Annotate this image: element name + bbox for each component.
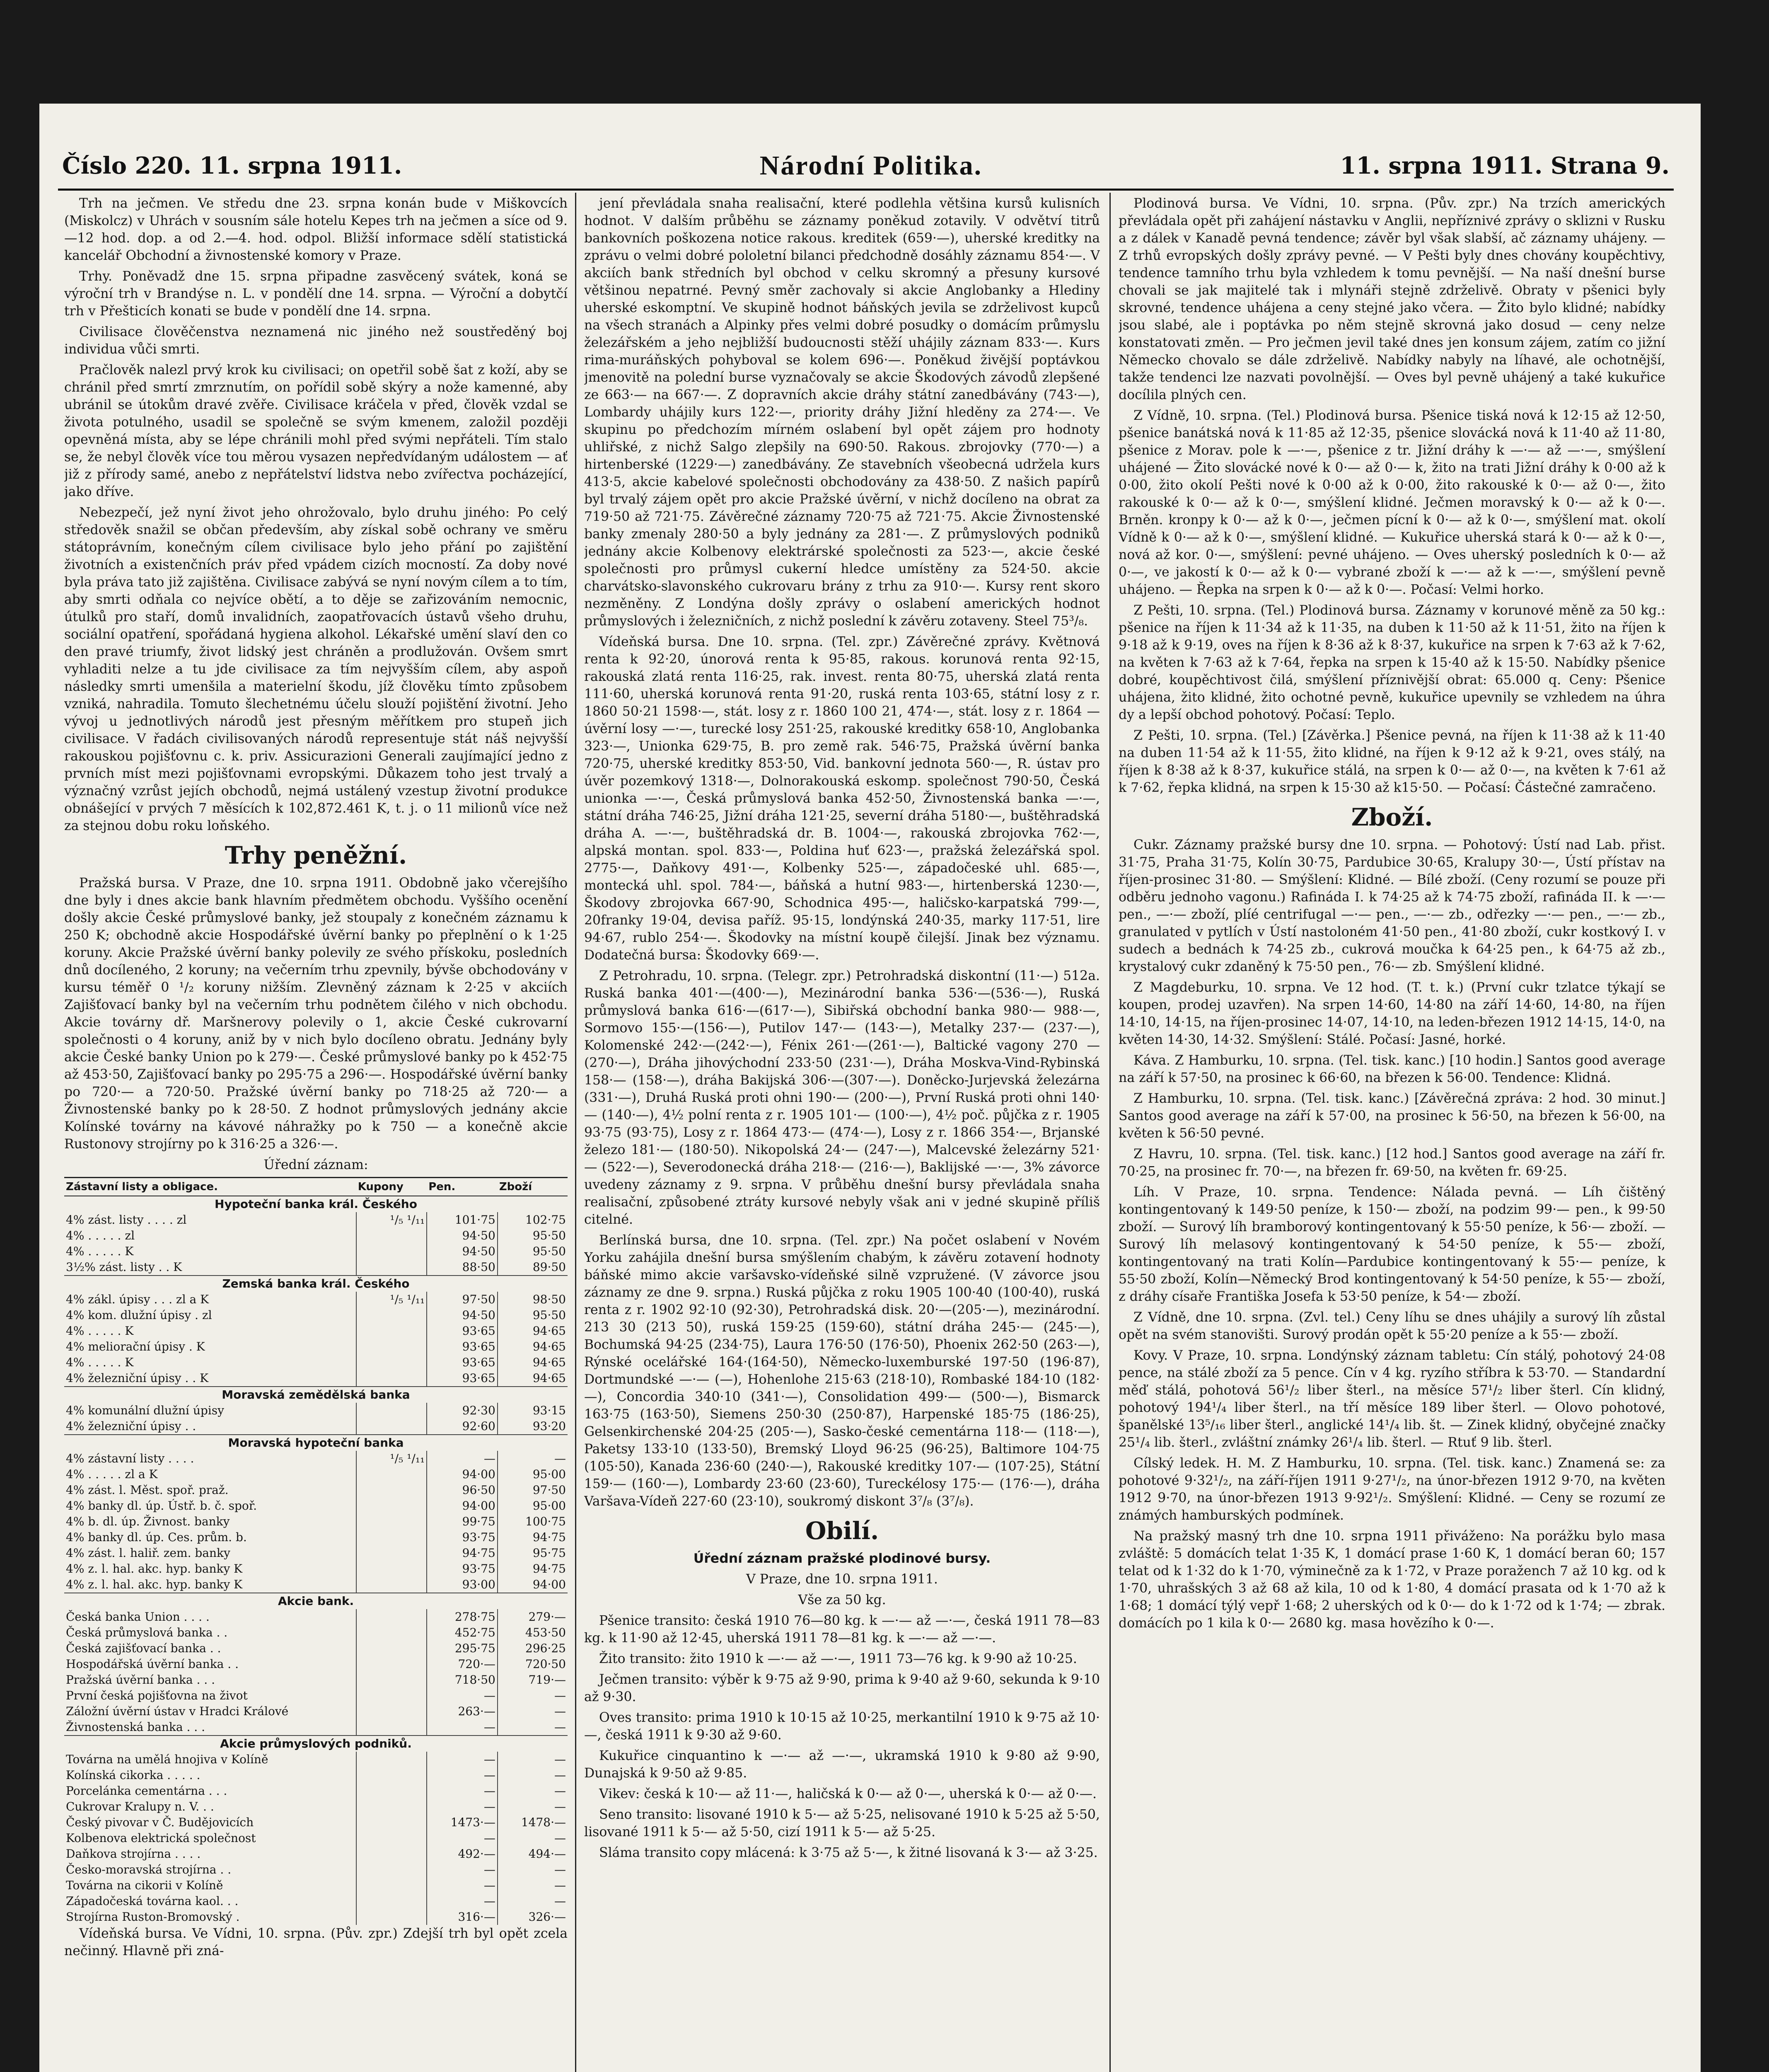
coupon-cell (356, 1862, 427, 1878)
coupon-cell (356, 1577, 427, 1593)
bid-price: 94·50 (427, 1244, 498, 1259)
table-row (64, 1259, 568, 1276)
ask-price: 95·50 (498, 1228, 568, 1244)
price-paragraph: Seno transito: lisované 1910 k 5·— až 5·25, nelisované 1910 k 5·25 až 5·50, lisované 1911 k 5·— až 5·50, cizí 1911 k 5·— až 5·25. (584, 1807, 1100, 1840)
bid-price: — (427, 1767, 498, 1783)
article-paragraph: Káva. Z Hamburku, 10. srpna. (Tel. tisk. kanc.) [10 hodin.] Santos good average na září k 57·50, na prosinec k 66·60, na březen k 56·00. Tendence: Klidná. (1119, 1053, 1665, 1085)
security-name: Cukrovar Kralupy n. V. . . (66, 1800, 214, 1813)
table-row (64, 1339, 568, 1355)
unit-note: Vše za 50 kg. (798, 1593, 886, 1607)
table-row (64, 1418, 568, 1435)
security-name: Záložní úvěrní ústav v Hradci Králové (66, 1704, 289, 1718)
article-paragraph: Berlínská bursa, dne 10. srpna. (Tel. zpr.) Na počet oslabení v Novém Yorku zahájila dnešní bursa smýšlením chabým, k závěru zotavení hodnoty báňské mimo akcie varšavsko-vídeňské silně vzpružené. (V závorce jsou záznamy ze dne 9. srpna.) Ruská půjčka z roku 1905 100·40 (100·40), ruská renta z r. 1902 92·10 (92·30), Petrohradská disk. 20·—(205·—), mezinárodní. 213 30 (213 50), ruská 159·25 (159·60), státní dráha 245·— (245·—), Bochumská 94·25 (234·75), Laura 176·50 (176·50), Phoenix 262·50 (263·—), Rýnské ocelářské 164·(164·50), Německo-luxemburské 197·50 (196·87), Dortmundské —·— (—), Hohenlohe 215·63 (218·10), Rombaské 184·10 (182·—), Concordia 340·10 (341·—), Consolidation 499·— (500·—), Bismarck 163·75 (163·50), Siemens 250·30 (250·87), Harpenské 185·75 (186·25), Gelsenkirchenské 204·25 (205·—), Sasko-české cementárna 118·— (118·—), Paketsy 133·10 (133·50), Bremský Lloyd 96·25 (96·25), Baltimore 104·75 (105·50), Kanada 236·60 (240·—), Rakouské kreditky 107·— (107·25), Státní 159·— (160·—), Lombardy 23·60 (23·60), Tureckélosy 175·— (176·—), dráha Varšava-Vídeň 227·60 (23·10), soukromý diskont 3⁷/₈ (3⁷/₈). (584, 1233, 1100, 1509)
bid-price: 97·50 (427, 1292, 498, 1307)
table-row (64, 1656, 568, 1672)
ask-price: 279·— (498, 1609, 568, 1625)
table-row (64, 1783, 568, 1799)
table-header-cell: Pen. (427, 1178, 498, 1196)
table-row (64, 1545, 568, 1561)
table-row (64, 1530, 568, 1545)
table-row (64, 1736, 568, 1752)
article-paragraph: Z Magdeburku, 10. srpna. Ve 12 hod. (T. t. k.) (První cukr tzlatce týkají se koupen, prodej uzavřen). Na srpen 14·60, 14·80 na září 14·60, 14·80, na říjen 14·10, 14·15, na říjen-prosinec 14·07, 14·10, na leden-březen 1912 14·15, 14·0, na květen 14·30, 14·32. Smýšlení: Stálé. Počasí: Jasné, horké. (1119, 980, 1665, 1047)
table-row (64, 1292, 568, 1307)
table-row (64, 1799, 568, 1815)
security-name: Továrna na cikorii v Kolíně (66, 1878, 223, 1892)
security-name: 4% kom. dlužní úpisy . zl (66, 1308, 212, 1322)
bid-price: — (427, 1451, 498, 1467)
table-row (64, 1625, 568, 1641)
security-name: 4% zást. listy . . . . zl (66, 1213, 187, 1227)
security-name: Kolbenova elektrická společnost (66, 1831, 256, 1845)
coupon-cell (356, 1783, 427, 1799)
column-3 (1119, 195, 1665, 2072)
price-paragraph: Oves transito: prima 1910 k 10·15 až 10·25, merkantilní 1910 k 9·75 až 10·—, česká 1911 k 9·30 až 9·60. (584, 1710, 1100, 1743)
table-row (64, 1467, 568, 1482)
article-paragraph: Cílský ledek. H. M. Z Hamburku, 10. srpna. (Tel. tisk. kanc.) Znamená se: za pohotové 9·32¹/₂, na září-říjen 1911 9·27¹/₂, na únor-březen 1912 9·70, na květen 1912 9·70, na únor-březen 1913 9·92¹/₂. Smýšlení: Klidné. — Ceny se rozumí ze známých hamburských podmínek. (1119, 1456, 1665, 1523)
bid-price: 93·75 (427, 1530, 498, 1545)
coupon-cell (356, 1403, 427, 1418)
article-paragraph: Trhy. Poněvadž dne 15. srpna připadne zasvěcený svátek, koná se výroční trh v Brandýse n. L. v pondělí dne 14. srpna. — Výroční a dobytčí trh v Přešticích konati se bude v pondělí dne 14. srpna. (64, 269, 568, 319)
table-row (64, 1244, 568, 1259)
ask-price: 89·50 (498, 1259, 568, 1276)
article-paragraph: Cukr. Záznamy pražské bursy dne 10. srpna. — Pohotový: Ústí nad Lab. přist. 31·75, Praha 31·75, Kolín 30·75, Pardubice 30·65, Kralupy 30·—, Ústí přístav na říjen-prosinec 31·80. — Smýšlení: Klidné. — Bílé zboží. (Ceny rozumí se pouze při odběru jednoho vagonu.) Rafináda I. k 74·25 až k 74·75 zboží, rafináda II. k —·— pen., —·— zboží, plíé centrifugal —·— pen., —·— zb., odřezky —·— pen., —·— zb., granulated v pytlích v Ústí nastoloném 41·50 pen., 41·80 zboží, cukr kostkový I. v sudech a bednách k 74·25 zb., cukrová moučka k 64·25 pen., k 64·75 až zb., krystalový cukr zdaněný k 75·50 pen., 76·— zb. Smýšlení klidné. (1119, 838, 1665, 974)
price-paragraph: Kukuřice cinquantino k —·— až —·—, ukramská 1910 k 9·80 až 9·90, Dunajská k 9·50 až 9·85. (584, 1748, 1100, 1781)
coupon-cell: ¹/₅ ¹/₁₁ (356, 1292, 427, 1307)
article-paragraph: Z Hamburku, 10. srpna. (Tel. tisk. kanc.) [Závěrečná zpráva: 2 hod. 30 minut.] Santos good average na září k 57·00, na prosinec k 56·50, na březen k 56·00, na květen k 56·50 pevné. (1119, 1091, 1665, 1141)
article-paragraph: jení převládala snaha realisační, které podlehla většina kursů kulisních hodnot. V dalším průběhu se záznamy poněkud zotavily. V odvětví titrů bankovních poškozena notice rakous. kreditek (659·—), uherské kreditky na zprávu o velmi dobré pololetní bilanci předchodně dosáhly záznamu 854·—. V akciích bank středních byl obchod v celku skromný a přesuny kursové většinou nepatrné. Pevný směr zachovaly si akcie Anglobanky a Hlediny uherské eskomptní. Ve skupině hodnot báňských jevila se zdrželivost kupců na všech stranách a Alpinky přes velmi dobré posudky o domácím průmyslu železářském a jeho nejbližší budoucnosti stěží uhájily záznam 833·—. Kurs rima-muráňských pohyboval se kolem 696·—. Poněkud živější poptávkou jmenovitě na polední burse vyznačovaly se akcie Škodových závodů zlepšené ze 663·— na 667·—. Z dopravních akcie dráhy státní zanedbávány (743·—), Lombardy uhájily kurs 122·—, priority dráhy Jižní hleděny za 274·—. Ve skupinu po předchozím mírném oslabení byl opět zájem pro hodnoty uhliřské, z nichž Salgo zlepšily na 690·50. Rakous. zbrojovky (770·—) a hirtenberské (1229·—) zanedbávány. Ze stavebních všeobecná udržela kurs 413·5, akcie kabelové společnosti obchodovány za 438·50. Z našich papírů byl trvalý zájem opět pro akcie Pražské úvěrní, v nichž docíleno na obrat za 719·50 až 721·75. Závěrečné záznamy 720·75 až 721·75. Akcie Živnostenské banky zmenaly 280·50 a byly jednány za 281·—. Z průmyslových podniků jednány akcie Kolbenovy elektrárské společnosti za 523·—, akcie české společnosti pro průmysl cukerní hledce umístěny za 524·50. akcie charvátsko-slavonského cukrovaru brány z trhu za 910·—. Kursy rent skoro nezměněny. Z Londýna došly zprávy o oslabení amerických hodnot průmyslových i železničních, z nichž poslední k závěru zotaveny. Steel 75³/₈. (584, 196, 1100, 629)
table-section-label: Moravská hypoteční banka (64, 1435, 568, 1451)
ask-price: — (498, 1783, 568, 1799)
table-row (64, 1498, 568, 1514)
security-name: 4% zást. l. Měst. spoř. praž. (66, 1483, 229, 1497)
running-head (62, 143, 1670, 189)
table-row (64, 1909, 568, 1925)
bid-price: 720·— (427, 1656, 498, 1672)
security-name: 4% z. l. hal. akc. hyp. banky K (66, 1562, 243, 1576)
bid-price: 316·— (427, 1909, 498, 1925)
ask-price: 494·— (498, 1846, 568, 1862)
ask-price: 95·50 (498, 1307, 568, 1323)
article-paragraph: Pražská bursa. V Praze, dne 10. srpna 1911. Obdobně jako včerejšího dne byly i dnes akcie bank hlavním předmětem obchodu. Vyššího ocenění došly akcie České průmyslové banky, jež stoupaly z konečném záznamu k 250 K; obchodně akcie Hospodářské úvěrní banky po přeplnění o k 1·25 koruny. Akcie Pražské úvěrní banky polevily ze svého přískoku, posledních dnů docíleného, 2 koruny; na večerním trhu zpevnily, bývše obchodovány v kursu téměř 0 ¹/₂ koruny nižším. Zlevněný záznam k 2·25 v akciích Zajišťovací banky byl na večerním trhu podnětem čilého v nich obchodu. Akcie továrny dř. Maršnerovy polevily o 1, akcie České cukrovarní společnosti o 4 koruny, aniž by v nich bylo docíleno obratu. Jednány byly akcie České banky Union po k 279·—. České průmyslové banky po k 452·75 až 453·50, Zajišťovací banky po 295·75 a 296·—. Hospodářské úvěrní banky po 720·— a 720·50. Pražské úvěrní banky po 718·25 až 720·— a Živnostenské banky po k 28·50. Z hodnot průmyslových jednány akcie Kolínské továrny na kávové náhražky po k 750 — a konečně akcie Rustonovy strojírny po k 316·25 a 326·—. (64, 876, 568, 1152)
article-paragraph: Z Pešti, 10. srpna. (Tel.) Plodinová bursa. Záznamy v korunové měně za 50 kg.: pšenice na říjen k 11·34 až k 11·35, na duben k 11·50 až k 11·51, žito na říjen k 9·18 až k 9·19, oves na říjen k 8·36 až k 8·37, kukuřice na srpen k 7·63 až k 7·62, na květen k 7·63 až k 7·64, řepka na srpen k 15·40 až k 15·50. Nabídky pšenice dobré, koupěchtivost čilá, smýšlení příznivější obrat: 65.000 q. Ceny: Pšenice uhájena, žito klidné, žito ochotné pevně, kukuřice upevnily se vzhledem na úhra dy a lepší obchod pohotový. Počasí: Teplo. (1119, 603, 1665, 722)
ask-price: 453·50 (498, 1625, 568, 1641)
security-name: 4% zákl. úpisy . . . zl a K (66, 1293, 209, 1306)
bid-price: 101·75 (427, 1212, 498, 1228)
coupon-cell: ¹/₅ ¹/₁₁ (356, 1451, 427, 1467)
ask-price: — (498, 1752, 568, 1767)
ask-price: — (498, 1767, 568, 1783)
coupon-cell: ¹/₅ ¹/₁₁ (356, 1212, 427, 1228)
table-section-label: Akcie bank. (64, 1593, 568, 1609)
table-row (64, 1403, 568, 1418)
table-row (64, 1609, 568, 1625)
table-header-cell: Zboží (498, 1178, 568, 1196)
security-name: 4% železniční úpisy . . (66, 1419, 196, 1433)
dateline: V Praze, dne 10. srpna 1911. (746, 1572, 938, 1587)
security-name: Český pivovar v Č. Budějovicích (66, 1815, 254, 1829)
security-name: Česká průmyslová banka . . (66, 1626, 228, 1639)
coupon-cell (356, 1688, 427, 1704)
security-name: 4% meliorační úpisy . K (66, 1340, 205, 1353)
article-paragraph: Plodinová bursa. Ve Vídni, 10. srpna. (Pův. zpr.) Na trzích amerických převládala opět při zahájení nástavku v Anglii, nepříznivé zprávy o sklizni v Rusku a z dálek v Kanadě pevná tendence; závěr byl však slabší, ač záznamy uhájeny. — Z trhů evropských došly zprávy pevné. — V Pešti byly dnes chovány koupěchtivy, tendence tamního trhu byla vzhledem k tomu pevnější. — Na naší dnešní burse chovali se jak majitelé tak i mlynáři stejně zdrželivě. Obraty v pšenici byly skrovné, tendence uhájena a ceny stejné jako včera. — Žito bylo klidné; nabídky jsou slabé, ale i poptávka po něm stejně skrovná jako dosud — ceny nelze konstatovati změn. — Pro ječmen jevil také dnes jen konsum zájem, zatím co jižní Německo chovalo se dále zdrželivě. Nabídky nabyly na líhavé, ale ochotnější, takže tendenci lze nazvati povolnější. — Oves byl pevně uhájený a také kukuřice docílila plných cen. (1119, 196, 1665, 402)
table-row (64, 1878, 568, 1893)
bid-price: 93·75 (427, 1561, 498, 1577)
ask-price: 94·65 (498, 1323, 568, 1339)
coupon-cell (356, 1704, 427, 1719)
coupon-cell (356, 1625, 427, 1641)
article-paragraph: Z Havru, 10. srpna. (Tel. tisk. kanc.) [12 hod.] Santos good average na září fr. 70·25, na prosinec fr. 70·—, na březen fr. 69·50, na květen fr. 69·25. (1119, 1147, 1665, 1179)
security-name: 4% banky dl. úp. Ústř. b. č. spoř. (66, 1499, 257, 1513)
coupon-cell (356, 1514, 427, 1530)
table-row (64, 1482, 568, 1498)
security-name: 4% banky dl. úp. Ces. prům. b. (66, 1530, 247, 1544)
ask-price: 95·00 (498, 1467, 568, 1482)
coupon-cell (356, 1799, 427, 1815)
bid-price: 88·50 (427, 1259, 498, 1276)
ask-price: 95·00 (498, 1498, 568, 1514)
ask-price: — (498, 1799, 568, 1815)
coupon-cell (356, 1228, 427, 1244)
bid-price: 94·50 (427, 1307, 498, 1323)
table-row (64, 1196, 568, 1212)
table-row (64, 1355, 568, 1370)
security-name: Továrna na umělá hnojiva v Kolíně (66, 1752, 268, 1766)
table-row (64, 1323, 568, 1339)
coupon-cell (356, 1830, 427, 1846)
ask-price: 98·50 (498, 1292, 568, 1307)
ask-price: — (498, 1719, 568, 1736)
bid-price: 92·30 (427, 1403, 498, 1418)
table-row (64, 1815, 568, 1830)
security-name: Pražská úvěrní banka . . . (66, 1673, 215, 1687)
coupon-cell (356, 1530, 427, 1545)
column-1 (64, 195, 568, 2072)
security-name: 4% . . . . . K (66, 1356, 134, 1369)
ask-price: 720·50 (498, 1656, 568, 1672)
table-section-label: Akcie průmyslových podniků. (64, 1736, 568, 1752)
bid-price: 93·65 (427, 1323, 498, 1339)
ask-price: 1478·— (498, 1815, 568, 1830)
ask-price: 93·20 (498, 1418, 568, 1435)
table-row (64, 1228, 568, 1244)
security-name: Daňkova strojírna . . . . (66, 1847, 201, 1861)
ask-price: 94·75 (498, 1530, 568, 1545)
ask-price: 94·75 (498, 1561, 568, 1577)
bid-price: 94·75 (427, 1545, 498, 1561)
stock-quotes-table (64, 1177, 568, 1925)
coupon-cell (356, 1752, 427, 1767)
table-row (64, 1577, 568, 1593)
coupon-cell (356, 1909, 427, 1925)
section-heading: Trhy peněžní. (225, 841, 407, 869)
bid-price: 263·— (427, 1704, 498, 1719)
table-row (64, 1752, 568, 1767)
price-paragraph: Vikev: česká k 10·— až 11·—, haličská k 0·— až 0·—, uherská k 0·— až 0·—. (599, 1786, 1097, 1801)
security-name: Západočeská továrna kaol. . . (66, 1894, 239, 1908)
coupon-cell (356, 1259, 427, 1276)
table-row (64, 1846, 568, 1862)
ask-price: — (498, 1704, 568, 1719)
section-heading: Zboží. (1351, 803, 1433, 831)
ask-price: — (498, 1893, 568, 1909)
coupon-cell (356, 1815, 427, 1830)
table-row (64, 1688, 568, 1704)
security-name: 4% . . . . . zl (66, 1229, 135, 1242)
coupon-cell (356, 1482, 427, 1498)
ask-price: 94·00 (498, 1577, 568, 1593)
ask-price: 100·75 (498, 1514, 568, 1530)
column-rule (1109, 193, 1111, 2072)
security-name: Porcelánka cementárna . . . (66, 1784, 227, 1798)
coupon-cell (356, 1467, 427, 1482)
article-paragraph: Z Vídně, dne 10. srpna. (Zvl. tel.) Ceny líhu se dnes uhájily a surový líh zůstal opět na svém stanovišti. Surový prodán opět k 55·20 peníze a k 55·— zboží. (1119, 1310, 1665, 1342)
article-paragraph: Trh na ječmen. Ve středu dne 23. srpna konán bude v Miškovcích (Miskolcz) v Uhrách v sousním sále hotelu Kepes trh na ječmen a síce od 9.—12 hod. dop. a od 2.—4. hod. odpol. Bližší informace sdělí statistická kancelář Obchodní a živnostenské komory v Praze. (64, 196, 568, 263)
coupon-cell (356, 1893, 427, 1909)
security-name: Česká zajišťovací banka . . (66, 1641, 221, 1655)
bid-price: 92·60 (427, 1418, 498, 1435)
table-row (64, 1672, 568, 1688)
column-2 (584, 195, 1100, 2072)
coupon-cell (356, 1498, 427, 1514)
bid-price: 93·65 (427, 1370, 498, 1387)
coupon-cell (356, 1719, 427, 1736)
subheading: Úřední záznam: (263, 1157, 368, 1172)
coupon-cell (356, 1878, 427, 1893)
coupon-cell (356, 1609, 427, 1625)
bid-price: 492·— (427, 1846, 498, 1862)
security-name: 4% zástavní listy . . . . (66, 1452, 194, 1465)
table-row (64, 1704, 568, 1719)
security-name: Strojírna Ruston-Bromovský . (66, 1910, 240, 1924)
bid-price: 93·00 (427, 1577, 498, 1593)
security-name: 4% . . . . . zl a K (66, 1467, 158, 1481)
article-paragraph: Pračlověk nalezl prvý krok ku civilisaci; on opetřil sobě šat z koží, aby se chránil před smrtí zmrznutím, on pořídil sobě skýry a nože kamenné, aby ubránil se útokům dravé zvěře. Civilisace kráčela v před, člověk vzdal se života potulného, usadil se společně se svým kmenem, založil později opevněná místa, aby se lépe chránili mohl před svými nepřáteli. Tím stalo se, že nebyl člověk více tou měrou vysazen nepředvídaným událostem — ať již z přírody samé, anebo z nepřátelství lidstva nebo zvířectva pocházející, jako dříve. (64, 363, 568, 499)
table-section-label: Zemská banka král. Českého (64, 1276, 568, 1292)
bid-price: — (427, 1878, 498, 1893)
ask-price: — (498, 1451, 568, 1467)
bid-price: 452·75 (427, 1625, 498, 1641)
coupon-cell (356, 1370, 427, 1387)
header-rule (58, 189, 1674, 191)
bid-price: 96·50 (427, 1482, 498, 1498)
ask-price: — (498, 1862, 568, 1878)
bid-price: 94·50 (427, 1228, 498, 1244)
coupon-cell (356, 1307, 427, 1323)
ask-price: 94·65 (498, 1339, 568, 1355)
article-paragraph: Civilisace člověčenstva neznamená nic jiného než soustředěný boj individua vůči smrti. (64, 324, 568, 357)
coupon-cell (356, 1846, 427, 1862)
article-paragraph: Z Pešti, 10. srpna. (Tel.) [Závěrka.] Pšenice pevná, na říjen k 11·38 až k 11·40 na duben 11·54 až k 11·55, žito klidné, na říjen k 9·12 až k 9·21, oves stálý, na říjen k 8·38 až k 8·37, kukuřice stálá, na srpen k 0·— až 0·—, na květen k 7·61 až k 7·62, řepka klidná, na srpen k 15·30 až k15·50. — Počasí: Částečné zamračeno. (1119, 728, 1665, 795)
security-name: 4% železniční úpisy . . K (66, 1371, 208, 1385)
coupon-cell (356, 1323, 427, 1339)
bid-price: 718·50 (427, 1672, 498, 1688)
article-paragraph: Z Petrohradu, 10. srpna. (Telegr. zpr.) Petrohradská diskontní (11·—) 512a. Ruská banka 401·—(400·—), Mezinárodní banka 536·—(536·—), Ruská průmyslová banka 616·—(617·—), Sibiřská obchodní banka 980·— 988·—, Sormovo 155·—(156·—), Putilov 147·— (143·—), Metalky 237·— (237·—), Kolomenské 242·—(242·—), Fénix 261·—(261·—), Baltické vagony 270 — (270·—), Dráha jihovýchodní 233·50 (231·—), Dráha Moskva-Vind-Rybinská 158·— (158·—), dráha Bakijská 306·—(307·—). Doněcko-Jurjevská železárna (331·—), Druhá Ruská proti ohni 190·— (200·—), První Ruská proti ohni 140·— (140·—), 4½ polní renta z r. 1905 101·— (100·—), 4½ poč. půjčka z r. 1905 93·75 (93·75), Losy z r. 1864 473·— (474·—), Losy z r. 1866 354·—, Brjanské železo 181·— (180·50). Nikopolská 24·— (247·—), Malcevské železárny 521·— (522·—), Severodonecká dráha 218·— (216·—), Baklijské —·—, 3% závorce uvedeny záznamy z 9. srpna. V průběhu dnešní bursy převládala snaha realisační, způsobené ztráty kursové nebyly však ani v jedné skupině příliš citelné. (584, 968, 1100, 1227)
coupon-cell (356, 1561, 427, 1577)
table-header-cell: Zástavní listy a obligace. (64, 1178, 356, 1196)
bid-price: 94·00 (427, 1498, 498, 1514)
subheading: Úřední záznam pražské plodinové bursy. (693, 1551, 991, 1566)
ask-price: 94·65 (498, 1355, 568, 1370)
security-name: 4% b. dl. úp. Živnost. banky (66, 1515, 230, 1528)
table-row (64, 1451, 568, 1467)
article-paragraph: Z Vídně, 10. srpna. (Tel.) Plodinová bursa. Pšenice tiská nová k 12·15 až 12·50, pšenice banátská nová k 11·85 až 12·35, pšenice slovácká nová k 11·40 až 11·80, pšenice z Morav. pole k —·—, pšenice z tr. Jižní dráhy k —·— až —·—, smýšlení uhájené — Žito slovácké nové k 0·— až 0·— k, žito na trati Jižní dráhy k 0·00 až k 0·00, žito okolí Pešti nové k 0·00 až k 0·00, žito rakouské k 0·— až 0·—, žito rakouské k 0·— až k 0·—, smýšlení klidné. Ječmen moravský k 0·— až k 0·—. Brněn. kronpy k 0·— až k 0·—, ječmen pícní k 0·— až k 0·—, smýšlení mat. okolí Vídně k 0·— až k 0·—, smýšlení klidné. — Kukuřice uherská stará k 0·— až k 0·—, nová až kor. 0·—, smýšlení: pevné uhájeno. — Oves uherský posledních k 0·— až 0·—, ve jakostí k 0·— až k 0·— vybrané zboží k —·— až k —·—, smýšlení pevně uhájeno. — Řepka na srpen k 0·— až k 0·—. Počasí: Velmi horko. (1119, 408, 1665, 597)
security-name: První česká pojišťovna na život (66, 1689, 248, 1702)
article-paragraph: Kovy. V Praze, 10. srpna. Londýnský záznam tabletu: Cín stálý, pohotový 24·08 pence, na stálé zboží za 5 pence. Cín v 4 kg. ryzího stříbra k 53·70. — Standardní měď stálá, pohotová 56¹/₂ liber šterl., na měsíce 57¹/₂ liber šterl. Cín klidný, pohotový 194¹/₄ liber šterl., na tří měsíce 189 liber šterl. — Olovo pohotové, španělské 13⁵/₁₆ liber šterl., anglické 14¹/₄ lib. št. — Zinek klidný, obyčejné značky 25¹/₄ lib. šterl., zvláštní známky 26¹/₄ lib. šterl. — Rtuť 9 lib. šterl. (1119, 1348, 1665, 1450)
security-name: Česká banka Union . . . . (66, 1610, 210, 1624)
price-paragraph: Sláma transito copy mlácená: k 3·75 až 5·—, k žitné lisovaná k 3·— až 3·25. (599, 1845, 1098, 1860)
article-paragraph: Na pražský masný trh dne 10. srpna 1911 přiváženo: Na porážku bylo masa zvláště: 5 domácích telat 1·35 K, 1 domácí prase 1·60 K, 1 domácí beran 60; 157 telat od k 1·32 do k 1·70, výminečně za k 1·72, v Praze poražench 7 až 10 kg. od k 1·70, uhrašských 3 až 68 až kila, 10 od k 1·80, 4 domácí prasata od k 1·70 až k 1·68; 1 domácí týlý vepř 1·68; 2 uherských od k 0·— do k 1·72 od k 1·74; — zbrak. domácích po 1 kila k 0·— 2680 kg. masa hovězího k 0·—. (1119, 1529, 1665, 1631)
table-section-label: Moravská zemědělská banka (64, 1387, 568, 1403)
article-paragraph: Nebezpečí, jež nyní život jeho ohrožovalo, bylo druhu jiného: Po celý středověk snažil se občan především, aby získal sobě ochrany ve směru státoprávním, konečným cílem civilisace bylo jeho přání po zajištění životních a existenčních práv před vpádem cizích mocností. Za doby nové byla práva tato již zajištěna. Civilisace zabývá se nyní novým cílem a to tím, aby smrti odňala co nejvíce obětí, a to děje se zařizováním nemocnic, útulků pro staří, domů invalidních, zaopatřovacích ústavů všeho druhu, sociální opatření, spořádaná hygiena alkohol. Lékařské umění slaví den co den pravé triumfy, život lidský jest chráněn a prodlužován. Ovšem smrt vyhladiti nelze a tu jde civilisace za tím nejvyšším cílem, aby aspoň následky smrti umenšila a materielní škodu, jíž člověku tímto způsobem vzniká, nahradila. Tomuto šlechetnému účelu slouží pojištění životní. Jeho vývoj u jednotlivých národů jest přesným měřítkem pro stupeň jich civilisace. V řadách civilisovaných národů representuje stát náš nejvyšší rakouskou pojišťovnu c. k. priv. Assicurazioni Generali zaujímající jedno z prvních míst mezi pojišťovnami evropskými. Důkazem toho jest trvalý a význačný vzrůst jejích obchodů, nejmá ustálený vzestup životní produkce obnášející v prvých 7 měsících k 102,872.461 K, t. j. o 11 milionů více než za stejnou dobu roku loňského. (64, 505, 568, 833)
price-paragraph: Žito transito: žito 1910 k —·— až —·—, 1911 73—76 kg. k 9·90 až 10·25. (599, 1651, 1077, 1666)
bid-price: 99·75 (427, 1514, 498, 1530)
ask-price: 296·25 (498, 1641, 568, 1656)
table-row (64, 1514, 568, 1530)
newspaper-title: Národní Politika. (759, 150, 983, 181)
section-heading: Obilí. (805, 1517, 879, 1545)
ask-price: — (498, 1830, 568, 1846)
table-section-label: Hypoteční banka král. Českého (64, 1196, 568, 1212)
ask-price: 326·— (498, 1909, 568, 1925)
table-row (64, 1435, 568, 1451)
ask-price: 95·75 (498, 1545, 568, 1561)
security-name: Hospodářská úvěrní banka . . (66, 1657, 239, 1671)
price-paragraph: Pšenice transito: česká 1910 76—80 kg. k —·— až —·—, česká 1911 78—83 kg. k 11·90 až 12·45, uherská 1911 78—81 kg. k —·— až —·—. (584, 1613, 1100, 1646)
ask-price: 94·65 (498, 1370, 568, 1387)
bid-price: 93·65 (427, 1339, 498, 1355)
table-row (64, 1212, 568, 1228)
ask-price: — (498, 1878, 568, 1893)
coupon-cell (356, 1672, 427, 1688)
security-name: Živnostenská banka . . . (66, 1720, 205, 1734)
table-row (64, 1370, 568, 1387)
table-row (64, 1641, 568, 1656)
bid-price: 93·65 (427, 1355, 498, 1370)
ask-price: — (498, 1688, 568, 1704)
bid-price: — (427, 1893, 498, 1909)
coupon-cell (356, 1244, 427, 1259)
bid-price: 94·00 (427, 1467, 498, 1482)
security-name: 4% . . . . . K (66, 1244, 134, 1258)
ask-price: 102·75 (498, 1212, 568, 1228)
security-name: 4% z. l. hal. akc. hyp. banky K (66, 1578, 243, 1591)
table-row (64, 1767, 568, 1783)
bid-price: 278·75 (427, 1609, 498, 1625)
bid-price: — (427, 1862, 498, 1878)
coupon-cell (356, 1656, 427, 1672)
security-name: Česko-moravská strojírna . . (66, 1863, 232, 1876)
bid-price: 295·75 (427, 1641, 498, 1656)
table-row (64, 1307, 568, 1323)
coupon-cell (356, 1339, 427, 1355)
coupon-cell (356, 1767, 427, 1783)
coupon-cell (356, 1355, 427, 1370)
table-header-cell: Kupony (356, 1178, 427, 1196)
security-name: 4% . . . . . K (66, 1324, 134, 1338)
ask-price: 93·15 (498, 1403, 568, 1418)
page-date-and-number: 11. srpna 1911. Strana 9. (1340, 152, 1670, 179)
ask-price: 719·— (498, 1672, 568, 1688)
security-name: 4% komunální dlužní úpisy (66, 1404, 224, 1417)
bid-price: — (427, 1799, 498, 1815)
issue-number-and-date: Číslo 220. 11. srpna 1911. (62, 152, 402, 179)
table-row (64, 1862, 568, 1878)
table-row (64, 1893, 568, 1909)
ask-price: 95·50 (498, 1244, 568, 1259)
bid-price: — (427, 1752, 498, 1767)
table-row (64, 1561, 568, 1577)
article-paragraph: Vídeňská bursa. Ve Vídni, 10. srpna. (Pův. zpr.) Zdejší trh byl opět zcela nečinný. Hlavně při zná- (64, 1926, 568, 1958)
bid-price: — (427, 1830, 498, 1846)
article-paragraph: Vídeňská bursa. Dne 10. srpna. (Tel. zpr.) Závěrečné zprávy. Květnová renta k 92·20, únorová renta k 95·85, rakous. korunová renta 92·15, rakouská zlatá renta 116·25, rak. invest. renta 80·75, uherská zlatá renta 111·60, uherská korunová renta 91·20, ruská renta 103·65, státní losy z r. 1860 50·21 1598·—, stát. losy z r. 1860 100 21, 474·—, stát. losy z r. 1864 — úvěrní losy —·—, turecké losy 251·25, rakouské kreditky 658·10, Anglobanka 323·—, Unionka 629·75, B. pro země rak. 546·75, Pražská úvěrní banka 720·75, uherské kreditky 853·50, Vid. bankovní jednota 560·—, R. ústav pro úvěr pozemkový 1318·—, Dolnorakouská eskomp. společnost 790·50, Česká unionka —·—, Česká průmyslová banka 452·50, Živnostenská banka —·—, státní dráha 746·25, Jižní dráha 121·25, severní dráha 5180·—, buštěhradská dráha A. —·—, buštěhradská dr. B. 1004·—, rakouská zbrojovka 762·—, alpská montan. spol. 833·—, Poldina huť 623·—, pražská železářská spol. 2775·—, Daňkovy 491·—, Kolbenky 525·—, západočeské uhl. 685·—, montecká uhl. spol. 784·—, báňská a hutní 983·—, hirtenberská 1230·—, Škodovy zbrojovka 667·90, Schodnica 495·—, haličsko-karpatská 799·—, 20franky 19·04, devisa paříž. 95·15, londýnská 240·35, marky 117·51, lire 94·67, rublo 254·—. Škodovky na místní koupě čilejší. Jinak bez významu. Dodatečná bursa: Škodovky 669·—. (584, 634, 1100, 963)
price-paragraph: Ječmen transito: výběr k 9·75 až 9·90, prima k 9·40 až 9·60, sekunda k 9·10 až 9·30. (584, 1672, 1100, 1704)
bid-price: — (427, 1688, 498, 1704)
bid-price: — (427, 1783, 498, 1799)
coupon-cell (356, 1641, 427, 1656)
coupon-cell (356, 1418, 427, 1435)
security-name: Kolínská cikorka . . . . . (66, 1768, 201, 1782)
bid-price: — (427, 1719, 498, 1736)
bid-price: 1473·— (427, 1815, 498, 1830)
table-row (64, 1593, 568, 1609)
column-rule (575, 193, 576, 2072)
table-row (64, 1387, 568, 1403)
coupon-cell (356, 1545, 427, 1561)
security-name: 4% zást. l. haliř. zem. banky (66, 1546, 230, 1560)
table-row (64, 1830, 568, 1846)
article-paragraph: Líh. V Praze, 10. srpna. Tendence: Nálada pevná. — Líh čištěný kontingentovaný k 149·50 peníze, k 150·— zboží, na podzim 99·— pen., k 99·50 zboží. — Surový líh bramborový kontingentovaný k 55·50 peníze, k 56·— zboží. — Surový líh melasový kontingentovaný k 54·50 peníze, k 55·— zboží, kontingentovaný na trati Kolín—Pardubice kontingentovaný k 55·— peníze, k 55·50 zboží, Kolín—Německý Brod kontingentovaný k 54·50 peníze, k 55·— zboží, z dráhy císaře Františka Josefa k 53·50 peníze, k 54·— zboží. (1119, 1185, 1665, 1304)
table-row (64, 1276, 568, 1292)
ask-price: 97·50 (498, 1482, 568, 1498)
security-name: 3½% zást. listy . . K (66, 1260, 182, 1274)
table-row (64, 1719, 568, 1736)
